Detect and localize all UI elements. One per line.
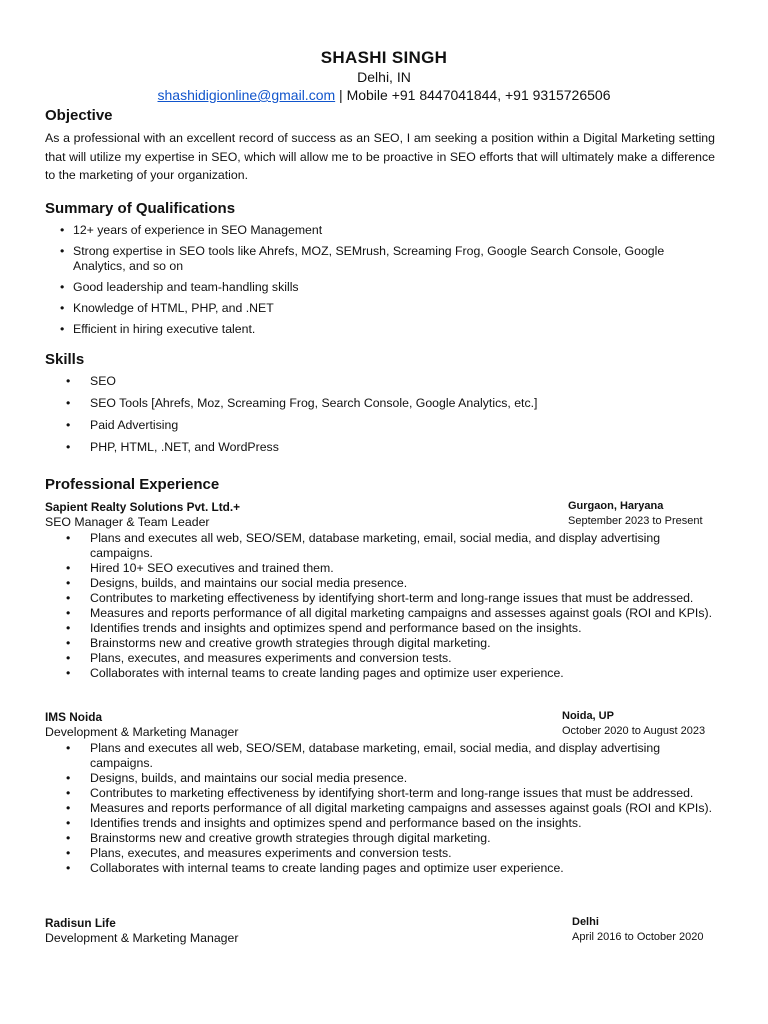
resume-header: [0, 47, 768, 104]
candidate-location: Delhi, IN: [357, 69, 411, 85]
duties-list: [45, 741, 725, 876]
email-link[interactable]: shashidigionline@gmail.com: [157, 87, 336, 103]
job-role: Development & Marketing Manager: [45, 725, 239, 739]
list-item: • Collaborates with internal teams to create landing pages and optimize user experience.: [45, 666, 725, 681]
objective-heading: Objective: [45, 107, 113, 124]
company-name: IMS Noida: [45, 710, 103, 724]
list-item: • Knowledge of HTML, PHP, and .NET: [60, 301, 710, 316]
list-item: • Measures and reports performance of all digital marketing campaigns and assesses against goals (ROI and KPIs).: [45, 801, 725, 816]
list-item: • Brainstorms new and creative growth strategies through digital marketing.: [45, 636, 725, 651]
company-name: Sapient Realty Solutions Pvt. Ltd.+: [45, 500, 241, 514]
duties-list: [45, 531, 725, 681]
job-location: Delhi: [572, 916, 599, 928]
job-location: Gurgaon, Haryana: [568, 500, 664, 512]
list-item: • Designs, builds, and maintains our social media presence.: [45, 771, 725, 786]
skills-list: [66, 374, 666, 462]
list-item: • Brainstorms new and creative growth strategies through digital marketing.: [45, 831, 725, 846]
list-item: • Plans and executes all web, SEO/SEM, database marketing, email, social media, and display advertising campaigns.: [45, 531, 725, 561]
list-item: • Collaborates with internal teams to create landing pages and optimize user experience.: [45, 861, 725, 876]
job-location: Noida, UP: [562, 710, 614, 722]
experience-heading: Professional Experience: [45, 476, 220, 493]
list-item: • Strong expertise in SEO tools like Ahrefs, MOZ, SEMrush, Screaming Frog, Google Search Console, Google Analytics, and so on: [60, 244, 710, 274]
list-item: • Identifies trends and insights and optimizes spend and performance based on the insights.: [45, 621, 725, 636]
job-role: SEO Manager & Team Leader: [45, 515, 210, 529]
job-dates: April 2016 to October 2020: [572, 931, 704, 943]
job-role: Development & Marketing Manager: [45, 931, 239, 945]
list-item: • Good leadership and team-handling skills: [60, 280, 710, 295]
job-entry: [45, 710, 725, 876]
job-entry: [45, 916, 725, 946]
company-name: Radisun Life: [45, 916, 116, 930]
list-item: • 12+ years of experience in SEO Management: [60, 223, 710, 238]
candidate-name: SHASHI SINGH: [320, 48, 448, 67]
objective-text: As a professional with an excellent record of success as an SEO, I am seeking a position within a Digital Marketing setting that will utilize my expertise in SEO, which will allow me to be proactive in SEO efforts that will ultimately make a difference to the marketing of your organization.: [45, 131, 715, 182]
contact-line: [0, 86, 768, 104]
list-item: • Contributes to marketing effectiveness by identifying short-term and long-range issues that must be addressed.: [45, 786, 725, 801]
list-item: • Hired 10+ SEO executives and trained them.: [45, 561, 725, 576]
list-item: • Plans, executes, and measures experiments and conversion tests.: [45, 846, 725, 861]
skills-heading: Skills: [45, 351, 85, 368]
job-dates: September 2023 to Present: [568, 515, 703, 527]
list-item: • SEO: [66, 374, 666, 389]
list-item: • Identifies trends and insights and optimizes spend and performance based on the insights.: [45, 816, 725, 831]
list-item: • PHP, HTML, .NET, and WordPress: [66, 440, 666, 455]
job-entry: [45, 500, 725, 681]
list-item: • SEO Tools [Ahrefs, Moz, Screaming Frog, Search Console, Google Analytics, etc.]: [66, 396, 666, 411]
list-item: • Measures and reports performance of all digital marketing campaigns and assesses against goals (ROI and KPIs).: [45, 606, 725, 621]
job-dates: October 2020 to August 2023: [562, 725, 706, 737]
list-item: • Paid Advertising: [66, 418, 666, 433]
list-item: • Efficient in hiring executive talent.: [60, 322, 710, 337]
list-item: • Designs, builds, and maintains our social media presence.: [45, 576, 725, 591]
qualifications-list: [60, 223, 710, 343]
list-item: • Plans and executes all web, SEO/SEM, database marketing, email, social media, and display advertising campaigns.: [45, 741, 725, 771]
qualifications-heading: Summary of Qualifications: [45, 200, 236, 217]
list-item: • Plans, executes, and measures experiments and conversion tests.: [45, 651, 725, 666]
list-item: • Contributes to marketing effectiveness by identifying short-term and long-range issues that must be addressed.: [45, 591, 725, 606]
phone-numbers: | Mobile +91 8447041844, +91 9315726506: [335, 87, 611, 103]
